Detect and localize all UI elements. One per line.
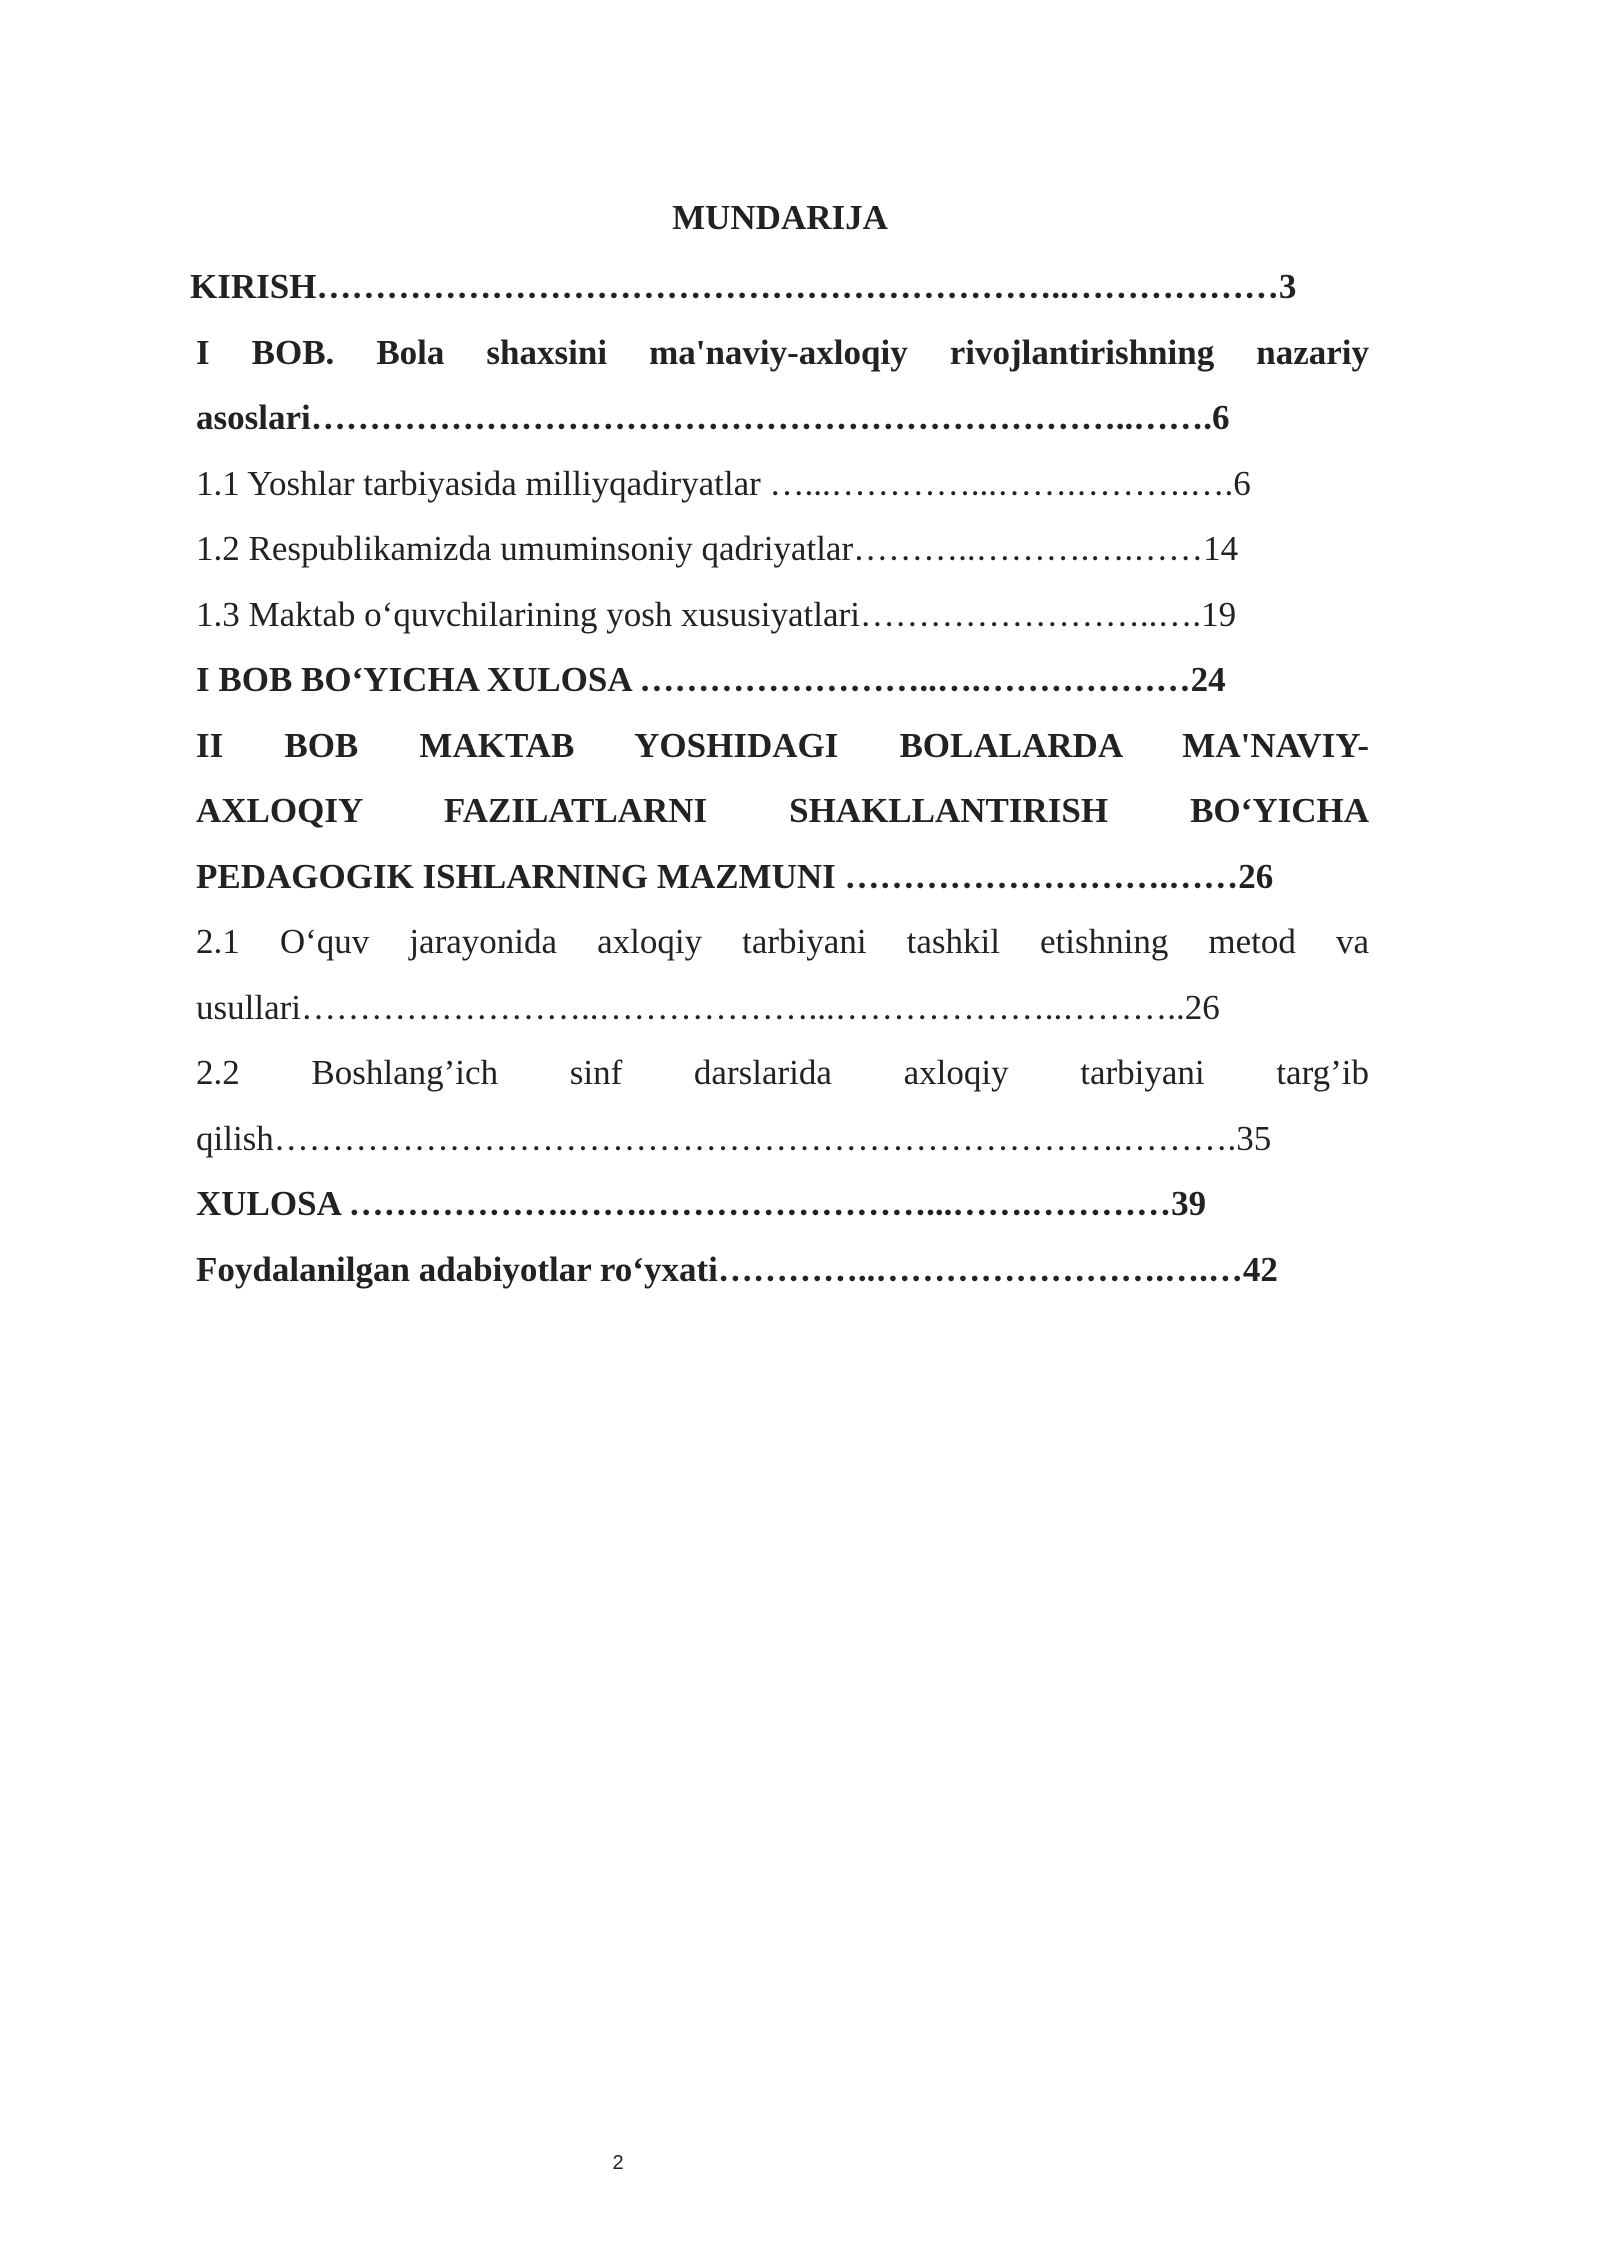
toc-entry-section-1-2: 1.2 Respublikamizda umuminsoniy qadriyatlar………..……….….……14 bbox=[196, 529, 1239, 568]
page-number: 2 bbox=[612, 2152, 624, 2174]
toc-entry-chapter-1-conclusion: I BOB BO‘YICHA XULOSA ……………………..….………………24 bbox=[196, 660, 1226, 699]
toc-entry-conclusion: XULOSA ……………….…….……………………...…….…………39 bbox=[196, 1184, 1207, 1223]
toc-entry-references: Foydalanilgan adabiyotlar ro‘yxati…………..…………………….….…42 bbox=[196, 1249, 1278, 1289]
toc-entry-chapter-2-title-end: PEDAGOGIK ISHLARNING MAZMUNI ……………………….……26 bbox=[196, 856, 1274, 896]
toc-entry-kirish: KIRISH………………………………………………………..………………3 bbox=[190, 267, 1297, 306]
toc-entry-chapter-1-title: I BOB. Bola shaxsini ma'naviy-axloqiy rivojlantirishning nazariy bbox=[196, 332, 1369, 372]
toc-entry-section-2-2: 2.2 Boshlang’ich sinf darslarida axloqiy tarbiyani targ’ib bbox=[196, 1053, 1369, 1092]
toc-entry-section-2-2-cont: qilish……………………………………………………………….……….35 bbox=[196, 1118, 1272, 1158]
toc-entry-chapter-2-title-cont: AXLOQIY FAZILATLARNI SHAKLLANTIRISH BO‘YICHA bbox=[196, 791, 1369, 830]
toc-entry-section-2-1-cont: usullari……………………..………………...………………..………..26 bbox=[196, 987, 1220, 1027]
toc-entry-section-1-3: 1.3 Maktab o‘quvchilarining yosh xususiyatlari……………………..….19 bbox=[196, 594, 1237, 634]
toc-entry-section-1-1: 1.1 Yoshlar tarbiyasida milliyqadiryatlar …...…………...…….……….….6 bbox=[196, 463, 1251, 503]
toc-entry-section-2-1: 2.1 O‘quv jarayonida axloqiy tarbiyani tashkil etishning metod va bbox=[196, 922, 1369, 961]
page-title: MUNDARIJA bbox=[672, 198, 888, 237]
table-of-contents bbox=[190, 254, 1369, 1302]
toc-entry-chapter-2-title: II BOB MAKTAB YOSHIDAGI BOLALARDA MA'NAVIY- bbox=[196, 725, 1369, 765]
toc-entry-chapter-1-title-cont: asoslari……………………………………………………………..…….6 bbox=[196, 398, 1230, 437]
